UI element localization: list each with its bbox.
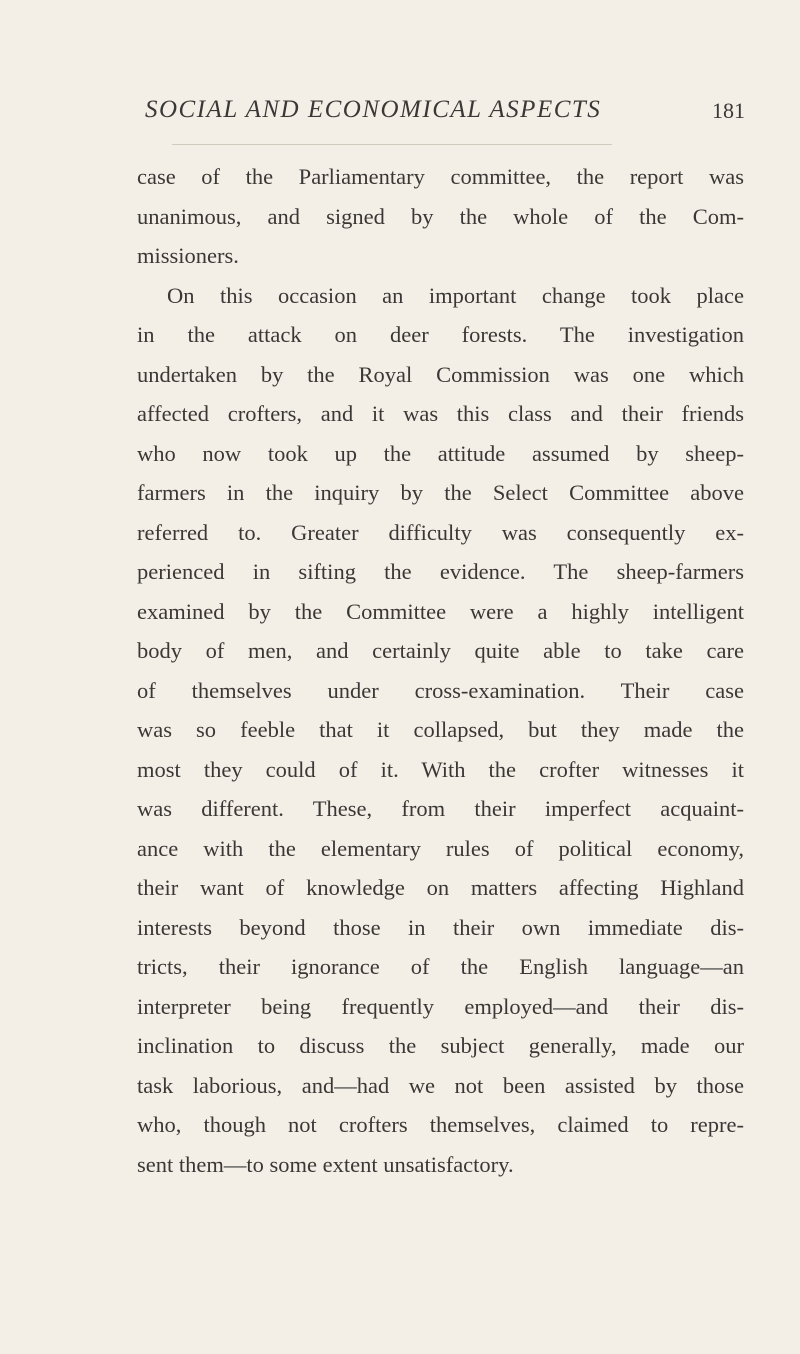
text-line: task laborious, and—had we not been assisted by those: [137, 1072, 744, 1098]
text-line: undertaken by the Royal Commission was one which: [137, 361, 744, 387]
text-line: affected crofters, and it was this class and their friends: [137, 401, 744, 426]
text-line: inclination to discuss the subject generally, made our: [137, 1033, 744, 1058]
text-line: case of the Parliamentary committee, the report was: [137, 164, 744, 189]
paragraph-2: [137, 276, 744, 1185]
text-line: interests beyond those in their own immediate dis-: [137, 914, 744, 940]
text-line: body of men, and certainly quite able to take care: [137, 638, 744, 663]
running-head: [145, 96, 745, 136]
text-line: who, though not crofters themselves, claimed to repre-: [137, 1112, 744, 1137]
text-line: tricts, their ignorance of the English language—an: [137, 954, 744, 979]
text-line: was so feeble that it collapsed, but they made the: [137, 717, 744, 742]
running-title: SOCIAL AND ECONOMICAL ASPECTS: [145, 96, 602, 123]
header-rule: [172, 144, 612, 145]
text-line: unanimous, and signed by the whole of the Com-: [137, 203, 744, 229]
text-line: referred to. Greater difficulty was consequently ex-: [137, 519, 744, 545]
text-line: interpreter being frequently employed—and their dis-: [137, 993, 744, 1019]
text-line: farmers in the inquiry by the Select Committee above: [137, 480, 744, 505]
text-line: missioners.: [137, 243, 239, 268]
text-line: their want of knowledge on matters affecting Highland: [137, 875, 744, 900]
paragraph-1: [137, 157, 744, 276]
text-line: was different. These, from their imperfect acquaint-: [137, 796, 744, 821]
text-line: in the attack on deer forests. The investigation: [137, 322, 744, 347]
body-text: [137, 157, 744, 1184]
text-line: of themselves under cross-examination. Their case: [137, 677, 744, 703]
text-line: most they could of it. With the crofter witnesses it: [137, 756, 744, 782]
page-number: 181: [712, 98, 745, 123]
text-line: sent them—to some extent unsatisfactory.: [137, 1151, 514, 1177]
text-line: On this occasion an important change took place: [167, 282, 744, 308]
text-line: ance with the elementary rules of political economy,: [137, 835, 744, 861]
text-line: examined by the Committee were a highly intelligent: [137, 598, 744, 624]
text-line: who now took up the attitude assumed by sheep-: [137, 440, 744, 466]
text-line: perienced in sifting the evidence. The sheep-farmers: [137, 559, 744, 584]
